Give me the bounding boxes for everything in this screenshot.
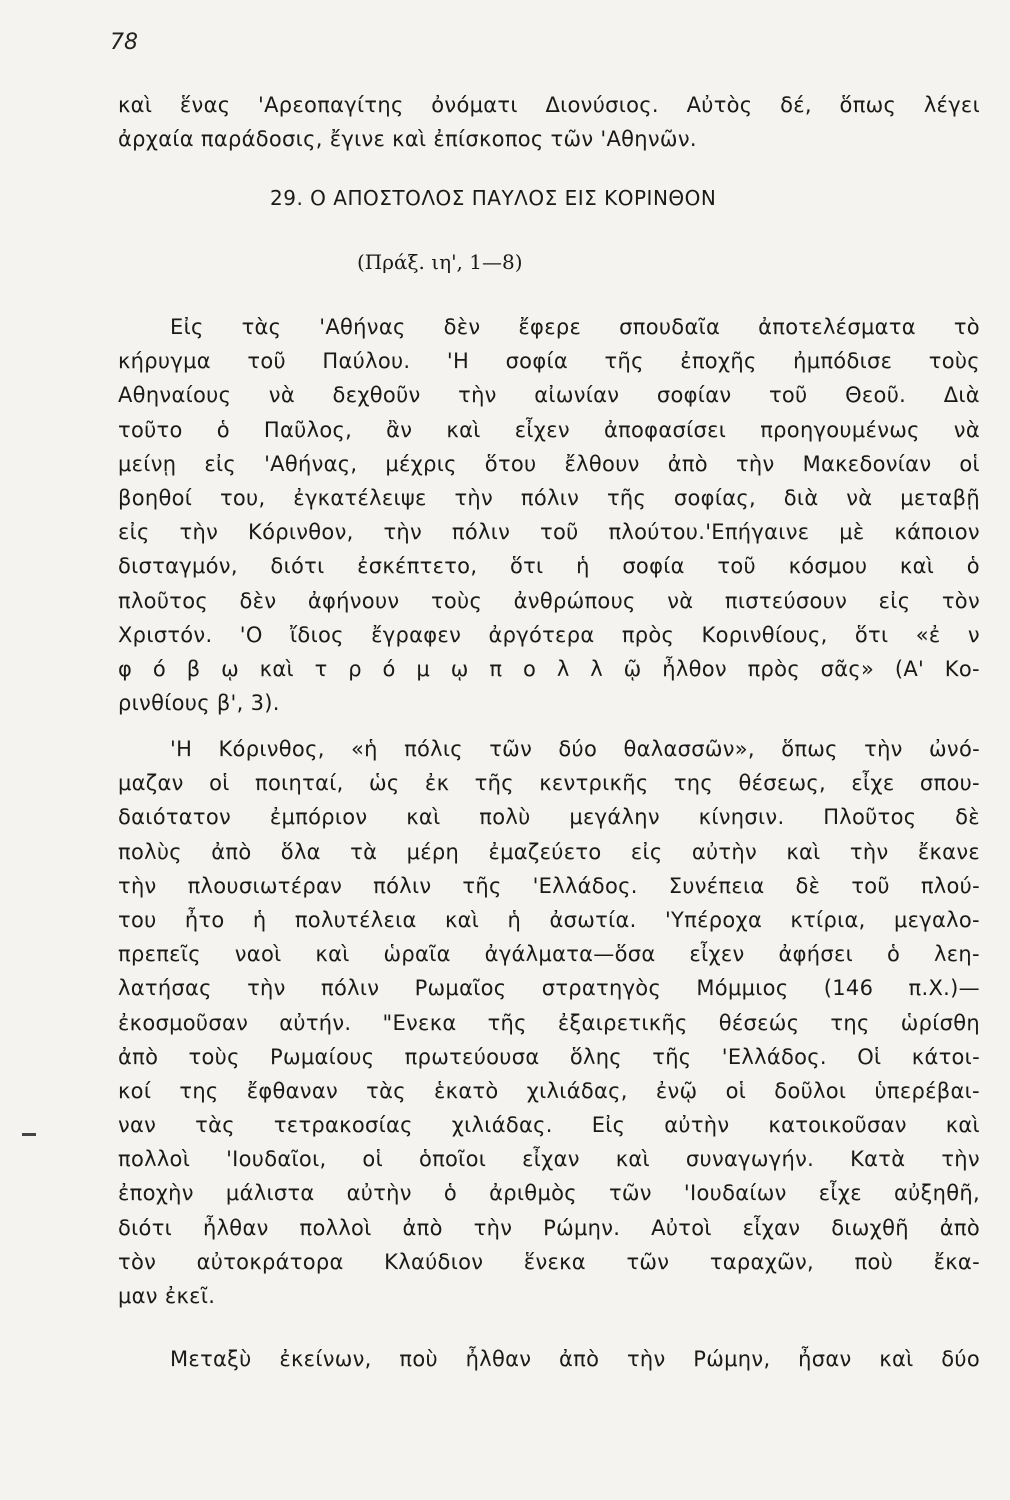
text-line: ἐποχὴν μάλιστα αὐτὴν ὁ ἀριθμὸς τῶν 'Ιουδαίων εἶχε αὐξηθῆ, — [118, 1181, 980, 1206]
text-line: ναν τὰς τετρακοσίας χιλιάδας. Εἰς αὐτὴν κατοικοῦσαν καὶ — [118, 1113, 980, 1138]
text-line: κοί της ἔφθαναν τὰς ἑκατὸ χιλιάδας, ἐνῷ οἱ δοῦλοι ὑπερέβαι- — [118, 1078, 980, 1103]
text-line: μαν ἐκεῖ. — [118, 1284, 216, 1308]
text-line: Εἰς τὰς 'Αθήνας δὲν ἔφερε σπουδαῖα ἀποτελέσματα τὸ — [170, 315, 980, 339]
text-line: τὸν αὐτοκράτορα Κλαύδιον ἕνεκα τῶν ταραχῶν, ποὺ ἔκα- — [118, 1249, 980, 1274]
text-line: 'Η Κόρινθος, «ἡ πόλις τῶν δύο θαλασσῶν», ὅπως τὴν ὠνό- — [170, 737, 980, 761]
text-line: πολὺς ἀπὸ ὅλα τὰ μέρη ἐμαζεύετο εἰς αὐτὴν καὶ τὴν ἔκανε — [118, 839, 980, 864]
text-line: πλοῦτος δὲν ἀφήνουν τοὺς ἀνθρώπους νὰ πιστεύσουν εἰς τὸν — [118, 588, 980, 613]
text-line: ἀπὸ τοὺς Ρωμαίους πρωτεύουσα ὅλης τῆς 'Ελλάδος. Οἱ κάτοι- — [118, 1044, 980, 1069]
section-heading: 29. Ο ΑΠΟΣΤΟΛΟΣ ΠΑΥΛΟΣ ΕΙΣ ΚΟΡΙΝΘΟΝ — [270, 186, 717, 210]
paragraph-2 — [118, 732, 980, 1313]
text-line: ἀρχαία παράδοσις, ἔγινε καὶ ἐπίσκοπος τῶν 'Αθηνῶν. — [118, 127, 697, 152]
intro-text — [118, 88, 980, 156]
text-line: Μεταξὺ ἐκείνων, ποὺ ἦλθαν ἀπὸ τὴν Ρώμην, ἦσαν καὶ δύο — [170, 1347, 980, 1371]
text-line: μαζαν οἱ ποιηταί, ὡς ἐκ τῆς κεντρικῆς της θέσεως, εἶχε σπου- — [118, 771, 980, 796]
text-line: βοηθοί του, ἐγκατέλειψε τὴν πόλιν τῆς σοφίας, διὰ νὰ μεταβῇ — [118, 485, 980, 510]
text-line: Χριστόν. 'Ο ἴδιος ἔγραφεν ἀργότερα πρὸς Κορινθίους, ὅτι «ἐ ν — [118, 622, 980, 647]
text-line: πρεπεῖς ναοὶ καὶ ὡραῖα ἀγάλματα—ὅσα εἶχεν ἀφήσει ὁ λεη- — [118, 942, 980, 967]
text-line: μείνῃ εἰς 'Αθήνας, μέχρις ὅτου ἔλθουν ἀπὸ τὴν Μακεδονίαν οἱ — [118, 451, 980, 476]
text-line: πολλοὶ 'Ιουδαῖοι, οἱ ὁποῖοι εἶχαν καὶ συναγωγήν. Κατὰ τὴν — [118, 1147, 980, 1172]
text-line: τοῦτο ὁ Παῦλος, ἂν καὶ εἶχεν ἀποφασίσει προηγουμένως νὰ — [118, 417, 980, 442]
text-line: ρινθίους β', 3). — [118, 691, 280, 716]
text-line: φ ό β ῳ καὶ τ ρ ό μ ῳ π ο λ λ ῷ ἦλθον πρὸς σᾶς» (Α' Κο- — [118, 656, 980, 681]
text-line: του ἦτο ἡ πολυτέλεια καὶ ἡ ἀσωτία. 'Υπέροχα κτίρια, μεγαλο- — [118, 907, 980, 932]
text-line: Αθηναίους νὰ δεχθοῦν τὴν αἰωνίαν σοφίαν τοῦ Θεοῦ. Διὰ — [118, 383, 980, 408]
text-line: λατήσας τὴν πόλιν Ρωμαῖος στρατηγὸς Μόμμιος (146 π.Χ.)— — [118, 976, 980, 1001]
text-line: τὴν πλουσιωτέραν πόλιν τῆς 'Ελλάδος. Συνέπεια δὲ τοῦ πλού- — [118, 873, 980, 898]
scripture-reference: (Πράξ. ιη', 1—8) — [357, 250, 523, 274]
text-line: εἰς τὴν Κόρινθον, τὴν πόλιν τοῦ πλούτου.'Επήγαινε μὲ κάποιον — [118, 520, 980, 545]
paragraph-3 — [118, 1342, 980, 1376]
text-line: δαιότατον ἐμπόριον καὶ πολὺ μεγάλην κίνησιν. Πλοῦτος δὲ — [118, 805, 980, 830]
text-line: δισταγμόν, διότι ἐσκέπτετο, ὅτι ἡ σοφία τοῦ κόσμου καὶ ὁ — [118, 554, 980, 579]
page-number: 78 — [110, 30, 138, 55]
text-line: καὶ ἕνας 'Αρεοπαγίτης ὀνόματι Διονύσιος. Αὐτὸς δέ, ὅπως λέγει — [118, 93, 980, 117]
paragraph-1 — [118, 310, 980, 720]
margin-mark — [22, 1133, 36, 1136]
text-line: ἐκοσμοῦσαν αὐτήν. "Ενεκα τῆς ἐξαιρετικῆς θέσεώς της ὡρίσθη — [118, 1010, 980, 1035]
text-line: κήρυγμα τοῦ Παύλου. 'Η σοφία τῆς ἐποχῆς ἠμπόδισε τοὺς — [118, 349, 980, 374]
text-line: διότι ἦλθαν πολλοὶ ἀπὸ τὴν Ρώμην. Αὐτοὶ εἶχαν διωχθῆ ἀπὸ — [118, 1215, 980, 1240]
